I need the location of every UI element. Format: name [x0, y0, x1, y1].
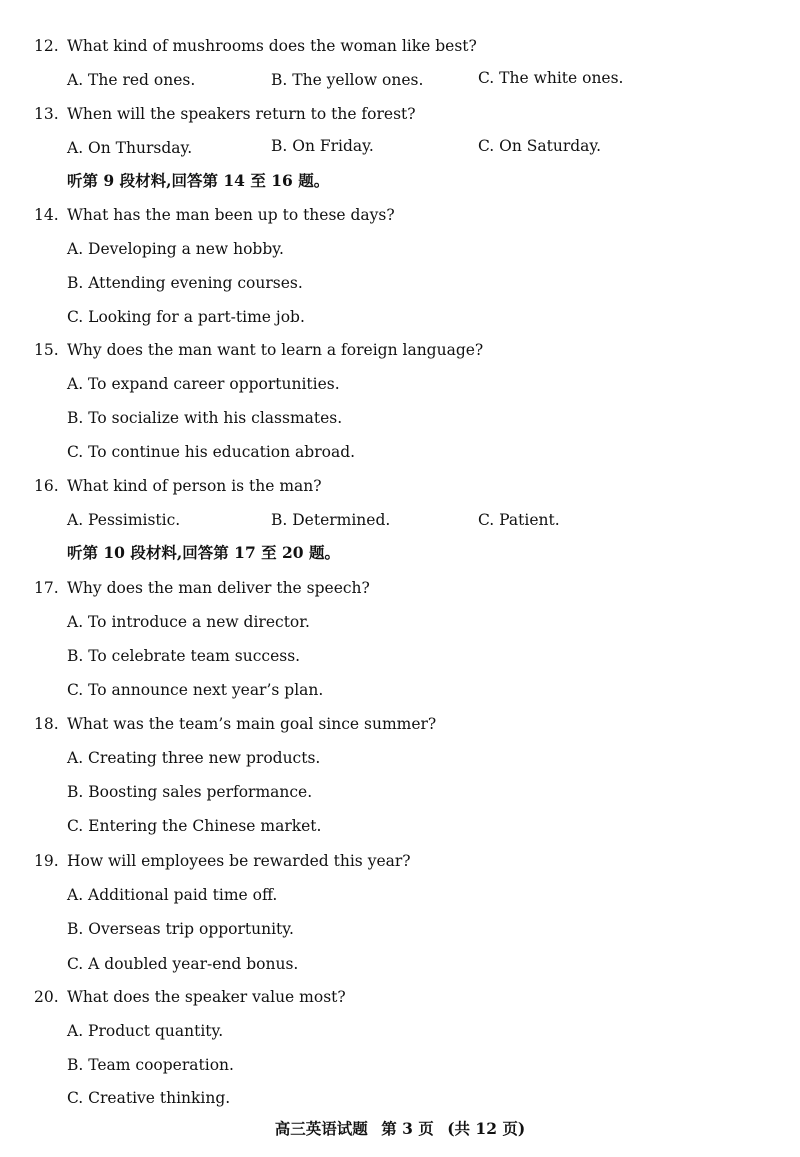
- option-c: C. Patient.: [478, 511, 560, 529]
- question-text: What kind of person is the man?: [67, 477, 322, 495]
- option-a: A. Pessimistic.: [67, 511, 181, 529]
- question-text: What kind of mushrooms does the woman like best?: [67, 37, 477, 55]
- question-number: 18.: [34, 715, 59, 733]
- option-a: A. Developing a new hobby.: [67, 240, 284, 258]
- question-number: 20.: [34, 988, 59, 1006]
- option-c: C. To continue his education abroad.: [67, 443, 356, 461]
- option-a: A. Product quantity.: [67, 1022, 224, 1040]
- option-a: A. To introduce a new director.: [67, 613, 310, 631]
- option-a: A. Additional paid time off.: [67, 886, 278, 904]
- question-13: [34, 104, 416, 124]
- option-b: B. To celebrate team success.: [67, 647, 301, 665]
- question-text: What does the speaker value most?: [67, 988, 346, 1006]
- option-a: A. Creating three new products.: [67, 749, 321, 767]
- question-text: What was the team’s main goal since summer?: [67, 715, 437, 733]
- question-text: How will employees be rewarded this year?: [67, 852, 411, 870]
- option-a: A. On Thursday.: [67, 139, 193, 157]
- question-number: 13.: [34, 105, 59, 123]
- question-number: 14.: [34, 206, 59, 224]
- option-b: B. Overseas trip opportunity.: [67, 920, 294, 938]
- section-instruction-9: 听第 9 段材料,回答第 14 至 16 题。: [67, 171, 330, 190]
- option-c: C. To announce next year’s plan.: [67, 681, 324, 699]
- option-c: C. On Saturday.: [478, 137, 602, 155]
- question-number: 15.: [34, 341, 59, 359]
- option-c: C. Entering the Chinese market.: [67, 817, 322, 835]
- question-16: [34, 476, 322, 496]
- section-instruction-10: 听第 10 段材料,回答第 17 至 20 题。: [67, 543, 340, 562]
- footer-page-number: 第 3 页: [381, 1119, 434, 1138]
- option-b: B. The yellow ones.: [271, 71, 424, 89]
- question-text: When will the speakers return to the forest?: [67, 105, 416, 123]
- option-c: C. The white ones.: [478, 69, 624, 87]
- footer-page-total: (共 12 页): [447, 1119, 526, 1138]
- question-19: [34, 851, 411, 871]
- page-footer: [0, 1117, 800, 1139]
- question-12: [34, 36, 477, 56]
- footer-title: 高三英语试题: [274, 1119, 368, 1138]
- option-b: B. Team cooperation.: [67, 1056, 234, 1074]
- question-17: [34, 578, 370, 598]
- option-b: B. Boosting sales performance.: [67, 783, 313, 801]
- option-a: A. The red ones.: [67, 71, 196, 89]
- question-20: [34, 987, 346, 1007]
- option-c: C. Looking for a part-time job.: [67, 308, 305, 326]
- option-c: C. A doubled year-end bonus.: [67, 955, 299, 973]
- option-b: B. Attending evening courses.: [67, 274, 303, 292]
- question-number: 17.: [34, 579, 59, 597]
- option-b: B. Determined.: [271, 511, 391, 529]
- option-c: C. Creative thinking.: [67, 1089, 231, 1107]
- question-text: Why does the man want to learn a foreign language?: [67, 341, 484, 359]
- question-number: 19.: [34, 852, 59, 870]
- question-18: [34, 714, 436, 734]
- question-text: What has the man been up to these days?: [67, 206, 395, 224]
- option-a: A. To expand career opportunities.: [67, 375, 340, 393]
- option-b: B. On Friday.: [271, 137, 374, 155]
- question-text: Why does the man deliver the speech?: [67, 579, 370, 597]
- question-number: 12.: [34, 37, 59, 55]
- question-14: [34, 205, 395, 225]
- question-number: 16.: [34, 477, 59, 495]
- question-15: [34, 340, 483, 360]
- option-b: B. To socialize with his classmates.: [67, 409, 343, 427]
